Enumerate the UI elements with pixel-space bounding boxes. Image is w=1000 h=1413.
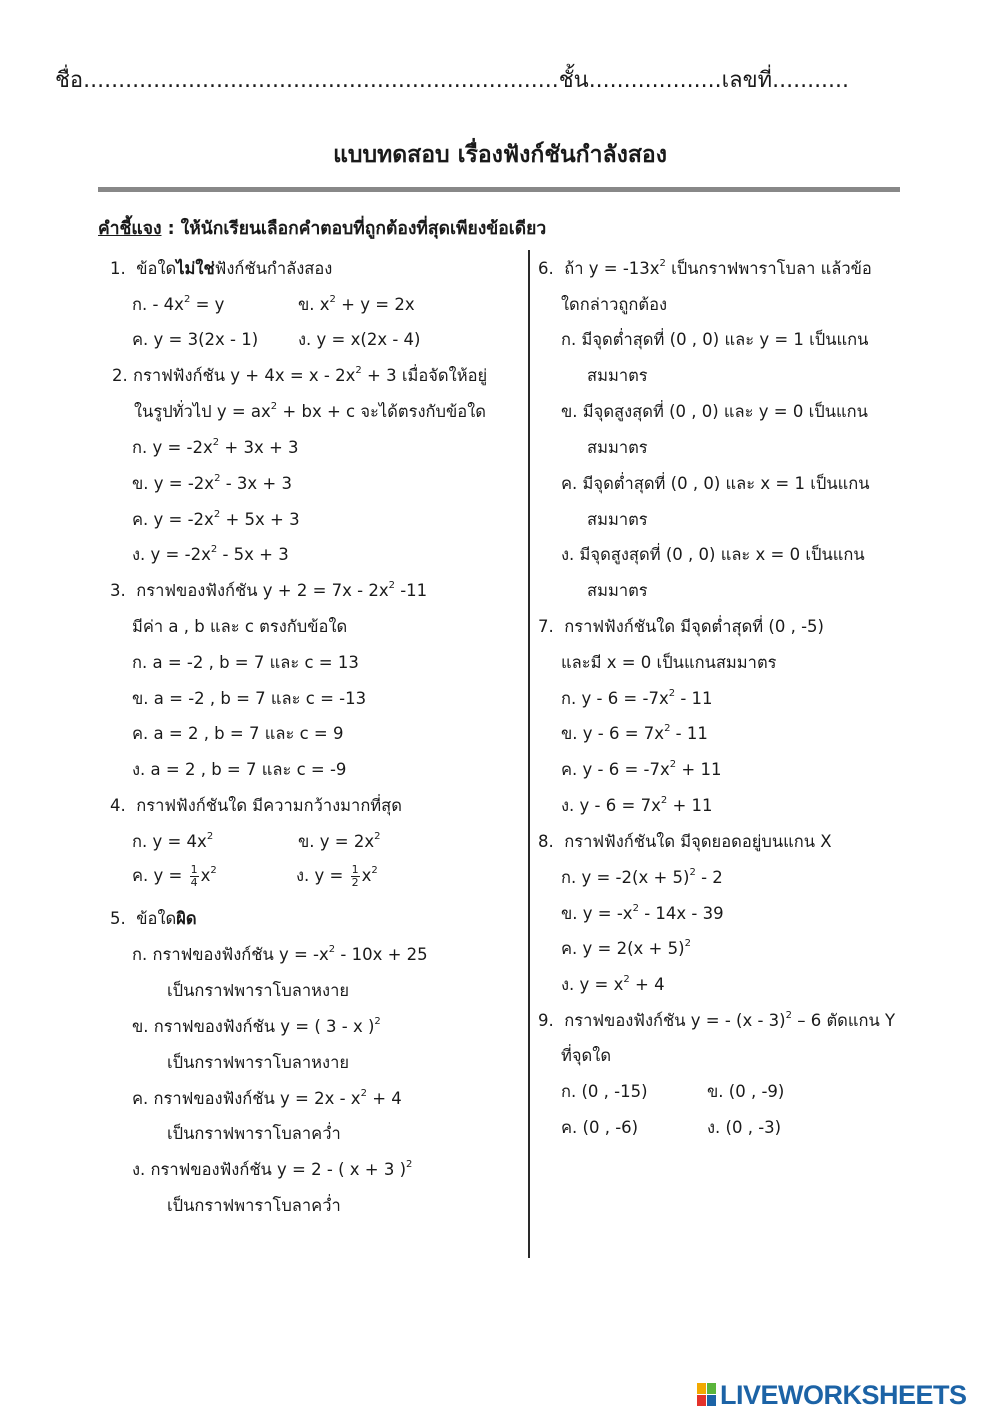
q2-option-d[interactable]: ง. $y = -2x^2 - 5x + 3$ <box>132 544 289 564</box>
instructions-label: คำชี้แจง <box>98 219 162 239</box>
q6-option-a-cont: สมมาตร <box>587 366 648 385</box>
q3-option-b[interactable]: ข. a = -2 , b = 7 และ c = -13 <box>132 689 367 708</box>
q9-option-c[interactable]: ค. (0 , -6) <box>561 1118 639 1137</box>
question-2-line2: ในรูปทั่วไป $y = ax^2$ + bx + c จะได้ตรงกับข้อใด <box>134 401 486 421</box>
question-2: 2. กราฟฟังก์ชัน $y + 4x = x - 2x^2 + 3$ เมื่อจัดให้อยู่ <box>112 365 488 385</box>
q8-option-b[interactable]: ข. $y = -x^2 - 14x - 39$ <box>561 903 724 923</box>
question-8: 8. กราฟฟังก์ชันใด มีจุดยอดอยู่บนแกน X <box>538 832 832 851</box>
q9-option-b[interactable]: ข. (0 , -9) <box>707 1082 785 1101</box>
number-label: เลขที่ <box>721 68 773 93</box>
q6-option-d-cont: สมมาตร <box>587 581 648 600</box>
class-label: ชั้น <box>558 68 589 93</box>
liveworksheets-logo[interactable] <box>697 1380 967 1410</box>
question-1: 1. ข้อใดไม่ใช่ฟังก์ชันกำลังสอง <box>110 259 333 278</box>
q6-option-c-cont: สมมาตร <box>587 510 648 529</box>
page-title: แบบทดสอบ เรื่องฟังก์ชันกำลังสอง <box>333 142 667 168</box>
q5-option-d-line2: เป็นกราฟพาราโบลาคว่ำ <box>167 1196 341 1215</box>
q5-option-a-line2: เป็นกราฟพาราโบลาหงาย <box>167 981 350 1000</box>
q3-option-c[interactable]: ค. a = 2 , b = 7 และ c = 9 <box>132 724 344 743</box>
fraction-one-half: $\frac{1}{2}$ <box>351 863 359 889</box>
name-label: ชื่อ <box>55 68 84 93</box>
column-divider <box>528 250 530 1258</box>
number-field[interactable]: ........... <box>772 68 850 93</box>
name-field[interactable]: .................................................................... <box>83 68 559 93</box>
class-field[interactable]: ................... <box>588 68 722 93</box>
q5-option-b-line2: เป็นกราฟพาราโบลาหงาย <box>167 1053 350 1072</box>
q9-option-a[interactable]: ก. (0 , -15) <box>561 1082 648 1101</box>
question-3: 3. กราฟของฟังก์ชัน $y + 2 = 7x - 2x^2$ -11 <box>110 580 428 600</box>
q4-option-b[interactable]: ข. $y = 2x^2$ <box>298 831 381 851</box>
q4-option-d[interactable]: ง. y = $\frac{1}{2}$ $x^2$ <box>296 863 378 889</box>
logo-text: LIVEWORKSHEETS <box>720 1379 967 1410</box>
q1-option-b[interactable]: ข. $x^2 + y = 2x$ <box>298 294 415 314</box>
q8-option-c[interactable]: ค. $y = 2(x + 5)^2$ <box>561 938 691 958</box>
fraction-one-quarter: $\frac{1}{4}$ <box>190 863 198 889</box>
question-7: 7. กราฟฟังก์ชันใด มีจุดต่ำสุดที่ (0 , -5) <box>538 617 824 636</box>
student-info-line <box>55 62 849 97</box>
q4-option-c[interactable]: ค. y = $\frac{1}{4}$ $x^2$ <box>132 863 217 889</box>
q9-option-d[interactable]: ง. (0 , -3) <box>707 1118 782 1137</box>
q6-option-c[interactable]: ค. มีจุดต่ำสุดที่ (0 , 0) และ x = 1 เป็นแกน <box>561 474 870 493</box>
q1-option-d[interactable]: ง. y = x(2x - 4) <box>298 330 421 349</box>
q4-option-a[interactable]: ก. $y = 4x^2$ <box>132 831 214 851</box>
q5-option-a[interactable]: ก. กราฟของฟังก์ชัน $y = -x^2 - 10x + 25$ <box>132 944 428 964</box>
question-3-line2: มีค่า a , b และ c ตรงกับข้อใด <box>132 617 348 636</box>
question-6-line2: ใดกล่าวถูกต้อง <box>561 295 668 314</box>
q2-option-c[interactable]: ค. $y = -2x^2 + 5x + 3$ <box>132 509 300 529</box>
q3-option-a[interactable]: ก. a = -2 , b = 7 และ c = 13 <box>132 653 359 672</box>
question-5: 5. ข้อใดผิด <box>110 909 197 928</box>
instructions-text: : ให้นักเรียนเลือกคำตอบที่ถูกต้องที่สุดเพียงข้อเดียว <box>161 219 547 239</box>
question-7-line2: และมี x = 0 เป็นแกนสมมาตร <box>561 653 777 672</box>
q7-option-c[interactable]: ค. $y - 6 = -7x^2 + 11$ <box>561 759 722 779</box>
title-divider <box>98 187 900 192</box>
q5-option-c[interactable]: ค. กราฟของฟังก์ชัน $y = 2x - x^2 + 4$ <box>132 1088 402 1108</box>
q6-option-a[interactable]: ก. มีจุดต่ำสุดที่ (0 , 0) และ y = 1 เป็นแกน <box>561 330 869 349</box>
q8-option-a[interactable]: ก. $y = -2(x + 5)^2 - 2$ <box>561 867 723 887</box>
q7-option-b[interactable]: ข. $y - 6 = 7x^2 - 11$ <box>561 723 708 743</box>
q2-option-a[interactable]: ก. $y = -2x^2 + 3x + 3$ <box>132 437 299 457</box>
q2-option-b[interactable]: ข. $y = -2x^2 - 3x + 3$ <box>132 473 292 493</box>
q1-option-a[interactable]: ก. - $4x^2 = y$ <box>132 294 225 314</box>
question-9: 9. กราฟของฟังก์ชัน y = - (x - 3)$^2$ – 6 ตัดแกน Y <box>538 1010 896 1030</box>
q7-option-d[interactable]: ง. $y - 6 = 7x^2 + 11$ <box>561 795 713 815</box>
q8-option-d[interactable]: ง. $y = x^2 + 4$ <box>561 974 665 994</box>
q1-option-c[interactable]: ค. y = 3(2x - 1) <box>132 330 259 349</box>
instructions <box>98 214 546 242</box>
q3-option-d[interactable]: ง. a = 2 , b = 7 และ c = -9 <box>132 760 347 779</box>
q7-option-a[interactable]: ก. $y - 6 = -7x^2 - 11$ <box>561 688 713 708</box>
question-4: 4. กราฟฟังก์ชันใด มีความกว้างมากที่สุด <box>110 796 402 815</box>
q6-option-d[interactable]: ง. มีจุดสูงสุดที่ (0 , 0) และ x = 0 เป็นแกน <box>561 545 865 564</box>
q5-option-b[interactable]: ข. กราฟของฟังก์ชัน y = ( 3 - x )$^2$ <box>132 1016 381 1036</box>
q5-option-d[interactable]: ง. กราฟของฟังก์ชัน y = 2 - ( x + 3 )$^2$ <box>132 1159 413 1179</box>
liveworksheets-mark-icon <box>697 1383 717 1407</box>
q6-option-b-cont: สมมาตร <box>587 438 648 457</box>
question-6: 6. ถ้า $y = -13x^2$ เป็นกราฟพาราโบลา แล้วข้อ <box>538 258 872 278</box>
q6-option-b[interactable]: ข. มีจุดสูงสุดที่ (0 , 0) และ y = 0 เป็นแกน <box>561 402 868 421</box>
question-9-line2: ที่จุดใด <box>561 1046 612 1065</box>
q5-option-c-line2: เป็นกราฟพาราโบลาคว่ำ <box>167 1124 341 1143</box>
